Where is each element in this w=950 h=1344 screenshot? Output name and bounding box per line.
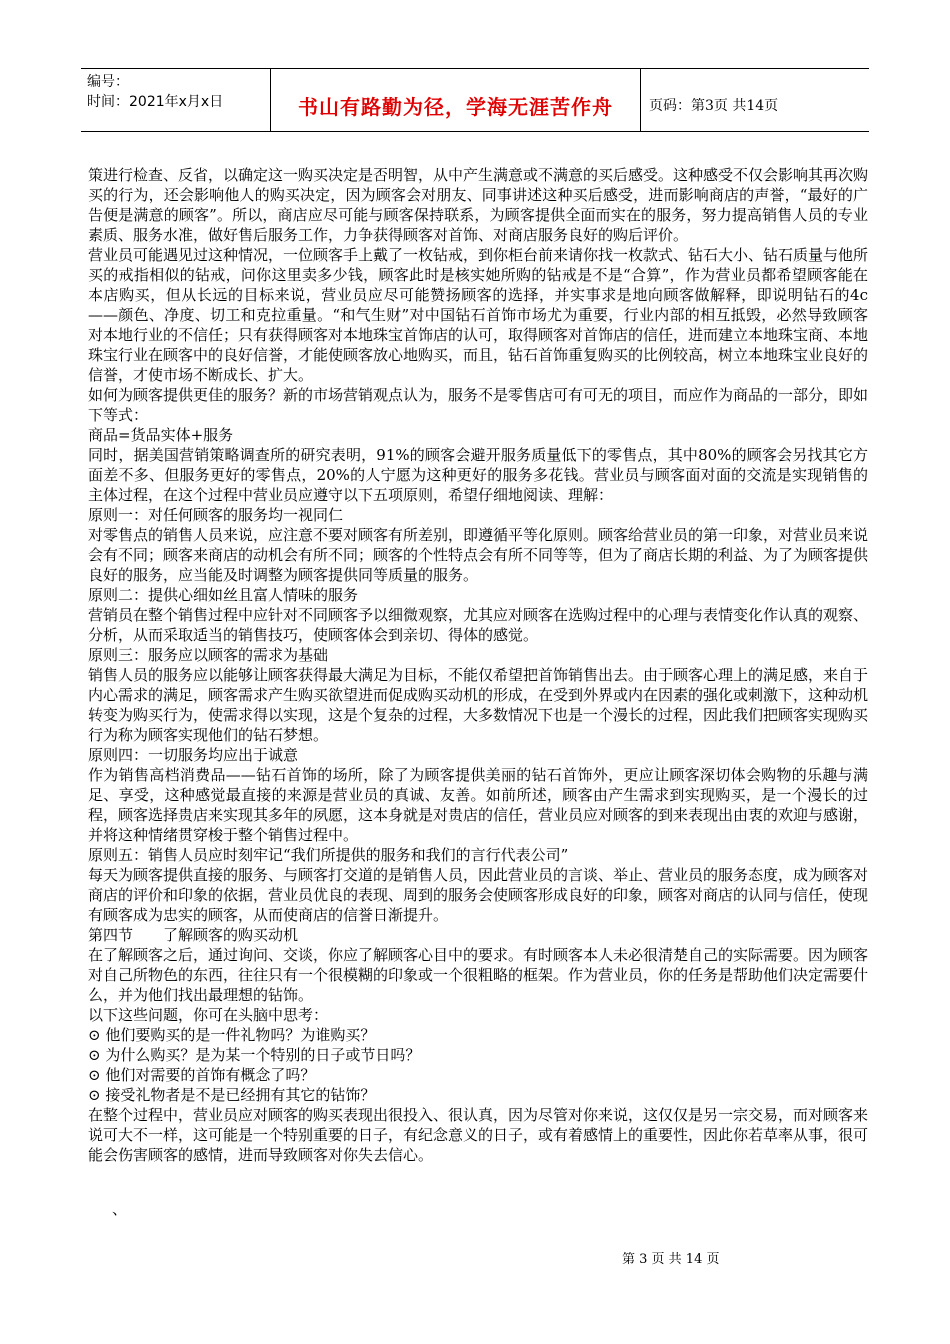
paragraph: 营业员可能遇见过这种情况，一位顾客手上戴了一枚钻戒，到你柜台前来请你找一枚款式、钻石大小、钻石质量与他所买的戒指相似的钻戒，问你这里卖多少钱，顾客此时是核实她所购的钻戒是不是“合算”，作为营业员都希望顾客能在本店购买，但从长远的目标来说，营业员应尽可能赞扬顾客的选择，并实事求是地向顾客做解释，即说明钻石的4c——颜色、净度、切工和克拉重量。“和气生财”对中国钻石首饰市场尤为重要，行业内部的相互抵毁，必然导致顾客对本地行业的不信任；只有获得顾客对本地珠宝首饰店的认可，取得顾客对首饰店的信任，进而建立本地珠宝商、本地珠宝行业在顾客中的良好信誉，才能使顾客放心地购买，而且，钻石首饰重复购买的比例较高，树立本地珠宝业良好的信誉，才使市场不断成长、扩大。 [88,246,869,384]
page-info: 页码：第3页 共14页 [649,98,779,114]
header-meta [81,69,271,131]
bullet-item: ⊙ 他们要购买的是一件礼物吗？为谁购买？ [88,1026,376,1044]
equation-line: 商品=货品实体+服务 [88,426,234,444]
paragraph: 作为销售高档消费品——钻石首饰的场所，除了为顾客提供美丽的钻石首饰外，更应让顾客深切体会购物的乐趣与满足、享受，这种感觉最直接的来源是营业员的真诚、友善。如前所述，顾客由产生需求到实现购买，是一个漫长的过程，顾客选择贵店来实现其多年的夙愿，这本身就是对贵店的信任，营业员应对顾客的到来表现出由衷的欢迎与感谢，并将这种情绪贯穿梭于整个销售过程中。 [88,766,869,844]
section-heading: 第四节 了解顾客的购买动机 [88,926,299,944]
principle-heading: 原则一：对任何顾客的服务均一视同仁 [88,506,344,524]
principle-heading: 原则三：服务应以顾客的需求为基础 [88,646,329,664]
principle-heading: 原则二：提供心细如丝且富人情味的服务 [88,586,359,604]
principle-heading: 原则四：一切服务均应出于诚意 [88,746,299,764]
bullet-item: ⊙ 为什么购买？是为某一个特别的日子或节日吗？ [88,1046,421,1064]
time-label: 时间：2021年x月x日 [87,94,224,110]
page-header [81,68,869,132]
paragraph: 在整个过程中，营业员应对顾客的购买表现出很投入、很认真，因为尽管对你来说，这仅仅是另一宗交易，而对顾客来说可大不一样，这可能是一个特别重要的日子，有纪念意义的日子，或有着感情上的重要性，因此你若草率从事，很可能会伤害顾客的感情，进而导致顾客对你失去信心。 [88,1106,869,1164]
bullet-item: ⊙ 接受礼物者是不是已经拥有其它的钻饰？ [88,1086,376,1104]
paragraph: 对零售点的销售人员来说，应注意不要对顾客有所差别，即遵循平等化原则。顾客给营业员的第一印象，对营业员来说会有不同；顾客来商店的动机会有所不同；顾客的个性特点会有所不同等等，但为了商店长期的利益、为了为顾客提供良好的服务，应当能及时调整为顾客提供同等质量的服务。 [88,526,869,584]
motto-text: 书山有路勤为径，学海无涯苦作舟 [298,94,613,119]
page-footer: 第 3 页 共 14 页 [622,1252,720,1267]
paragraph: 营销员在整个销售过程中应针对不同顾客予以细微观察，尤其应对顾客在选购过程中的心理与表情变化作认真的观察、分析，从而采取适当的销售技巧，使顾客体会到亲切、得体的感觉。 [88,606,869,644]
paragraph: 每天为顾客提供直接的服务、与顾客打交道的是销售人员，因此营业员的言谈、举止、营业员的服务态度，成为顾客对商店的评价和印象的依据，营业员优良的表现、周到的服务会使顾客形成良好的印象，顾客对商店的认同与信任，使现有顾客成为忠实的顾客，从而使商店的信誉日渐提升。 [88,866,869,924]
paragraph: 在了解顾客之后，通过询问、交谈，你应了解顾客心目中的要求。有时顾客本人未必很清楚自己的实际需要。因为顾客对自己所物色的东西，往往只有一个很模糊的印象或一个很粗略的框架。作为营业员，你的任务是帮助他们决定需要什么，并为他们找出最理想的钻饰。 [88,946,869,1004]
paragraph: 同时，据美国营销策略调查所的研究表明，91%的顾客会避开服务质量低下的零售点，其中80%的顾客会另找其它方面差不多、但服务更好的零售点，20%的人宁愿为这种更好的服务多花钱。营业员与顾客面对面的交流是实现销售的主体过程，在这个过程中营业员应遵守以下五项原则，希望仔细地阅读、理解： [88,446,868,504]
paragraph: 策进行检查、反省，以确定这一购买决定是否明智，从中产生满意或不满意的买后感受。这种感受不仅会影响其再次购买的行为，还会影响他人的购买决定，因为顾客会对朋友、同事讲述这种买后感受，进而影响商店的声誉，“最好的广告便是满意的顾客”。所以，商店应尽可能与顾客保持联系，为顾客提供全面而实在的服务，努力提高销售人员的专业素质、服务水准，做好售后服务工作，力争获得顾客对首饰、对商店服务良好的购后评价。 [88,166,869,244]
document-body [88,165,868,1165]
bullet-item: ⊙ 他们对需要的首饰有概念了吗？ [88,1066,316,1084]
paragraph: 销售人员的服务应以能够让顾客获得最大满足为目标，不能仅希望把首饰销售出去。由于顾客心理上的满足感，来自于内心需求的满足，顾客需求产生购买欲望进而促成购买动机的形成，在受到外界或内在因素的强化或刺激下，这种动机转变为购买行为，使需求得以实现，这是个复杂的过程，大多数情况下也是一个漫长的过程，因此我们把顾客实现购买行为称为顾客实现他们的钻石梦想。 [88,666,869,744]
header-page-cell [641,69,869,131]
principle-heading: 原则五：销售人员应时刻牢记“我们所提供的服务和我们的言行代表公司” [88,846,569,864]
paragraph: 如何为顾客提供更佳的服务？新的市场营销观点认为，服务不是零售店可有可无的项目，而应作为商品的一部分，即如下等式： [88,386,869,424]
number-label: 编号： [87,74,129,90]
stray-mark: 、 [112,1200,128,1218]
paragraph: 以下这些问题，你可在头脑中思考： [88,1006,329,1024]
header-motto-cell [271,69,641,131]
